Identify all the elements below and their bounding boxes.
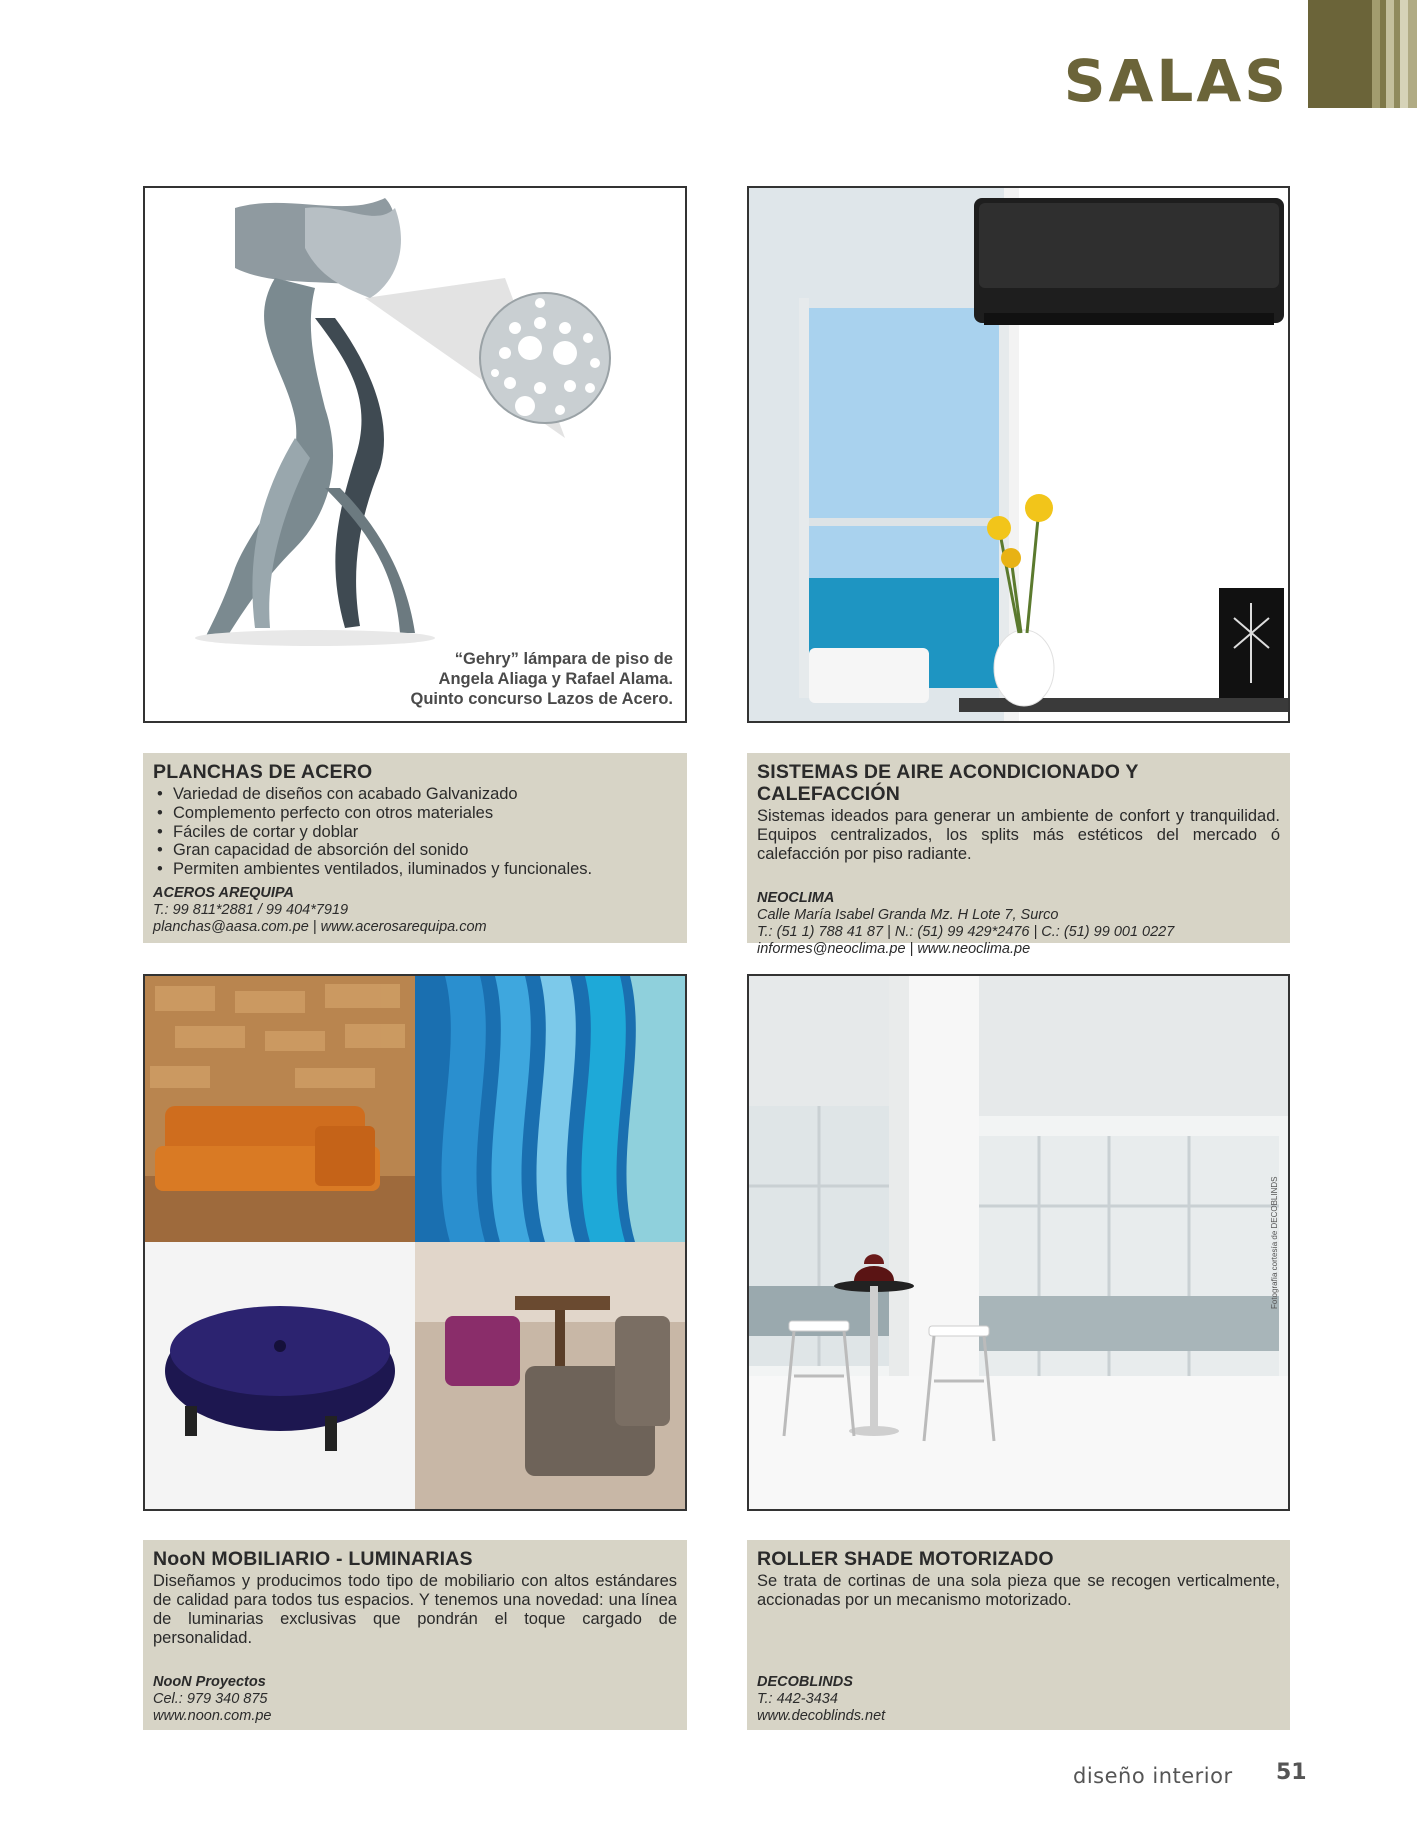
planchas-feature-list <box>153 785 677 879</box>
air-conditioner-photo <box>747 186 1290 723</box>
planchas-contact-line: planchas@aasa.com.pe | www.acerosarequipa.com <box>153 918 487 935</box>
lamp-caption-line: “Gehry” lámpara de piso de <box>454 650 673 668</box>
noon-info-box <box>143 1540 687 1730</box>
aire-company: NEOCLIMA <box>757 890 835 906</box>
aire-contact-line: Calle María Isabel Granda Mz. H Lote 7, Surco <box>757 907 1059 923</box>
list-item: • Fáciles de cortar y doblar <box>153 823 677 842</box>
list-item: • Complemento perfecto con otros materiales <box>153 804 677 823</box>
noon-company: NooN Proyectos <box>153 1674 266 1690</box>
aire-contact-line: informes@neoclima.pe | www.neoclima.pe <box>757 941 1031 957</box>
photo-credit: Fotografía cortesía de DECOBLINDS <box>1270 1176 1279 1309</box>
list-item: • Permiten ambientes ventilados, iluminados y funcionales. <box>153 860 677 879</box>
aire-title: SISTEMAS DE AIRE ACONDICIONADO Y CALEFACCIÓN <box>757 761 1139 805</box>
aire-info-box <box>747 753 1290 957</box>
roller-contact-line: T.: 442-3434 <box>757 1691 838 1707</box>
noon-title: NooN MOBILIARIO - LUMINARIAS <box>153 1548 473 1570</box>
planchas-contact-line: T.: 99 811*2881 / 99 404*7919 <box>153 901 349 918</box>
noon-description: Diseñamos y producimos todo tipo de mobiliario con altos estándares de calidad para todos tus espacios. Y tenemos una novedad: una línea de luminarias exclusivas que pondrán el toque cargado de personalidad. <box>153 1572 677 1647</box>
planchas-title: PLANCHAS DE ACERO <box>153 761 373 783</box>
roller-contact-line: www.decoblinds.net <box>757 1708 886 1724</box>
planchas-info-box <box>143 753 687 943</box>
aire-contact-line: T.: (51 1) 788 41 87 | N.: (51) 99 429*2476 | C.: (51) 99 001 0227 <box>757 924 1175 940</box>
aire-description: Sistemas ideados para generar un ambiente de confort y tranquilidad. Equipos centralizados, los splits más estéticos del mercado ó calefacción por piso radiante. <box>757 807 1280 863</box>
lamp-caption-line: Quinto concurso Lazos de Acero. <box>410 690 673 708</box>
air-conditioner-scene <box>749 188 1288 721</box>
header-decoration-bars <box>1308 0 1417 108</box>
roller-company: DECOBLINDS <box>757 1674 853 1690</box>
roller-title: ROLLER SHADE MOTORIZADO <box>757 1548 1054 1570</box>
list-item: • Gran capacidad de absorción del sonido <box>153 841 677 860</box>
lamp-photo <box>143 186 687 723</box>
roller-shade-photo <box>747 974 1290 1511</box>
page-number: 51 <box>1276 1760 1307 1785</box>
noon-contact-line: Cel.: 979 340 875 <box>153 1691 268 1707</box>
lamp-illustration <box>145 188 685 721</box>
planchas-company: ACEROS AREQUIPA <box>153 884 294 901</box>
lamp-caption <box>410 649 673 709</box>
noon-furniture-collage <box>143 974 687 1511</box>
noon-contact-line: www.noon.com.pe <box>153 1708 272 1724</box>
section-title: SALAS <box>1063 47 1289 115</box>
roller-shade-scene <box>749 976 1288 1509</box>
furniture-collage-images <box>145 976 685 1509</box>
roller-description: Se trata de cortinas de una sola pieza que se recogen verticalmente, accionadas por un mecanismo motorizado. <box>757 1572 1280 1609</box>
roller-info-box <box>747 1540 1290 1730</box>
list-item: • Variedad de diseños con acabado Galvanizado <box>153 785 677 804</box>
lamp-caption-line: Angela Aliaga y Rafael Alama. <box>438 670 673 688</box>
magazine-name: diseño interior <box>1073 1764 1233 1788</box>
